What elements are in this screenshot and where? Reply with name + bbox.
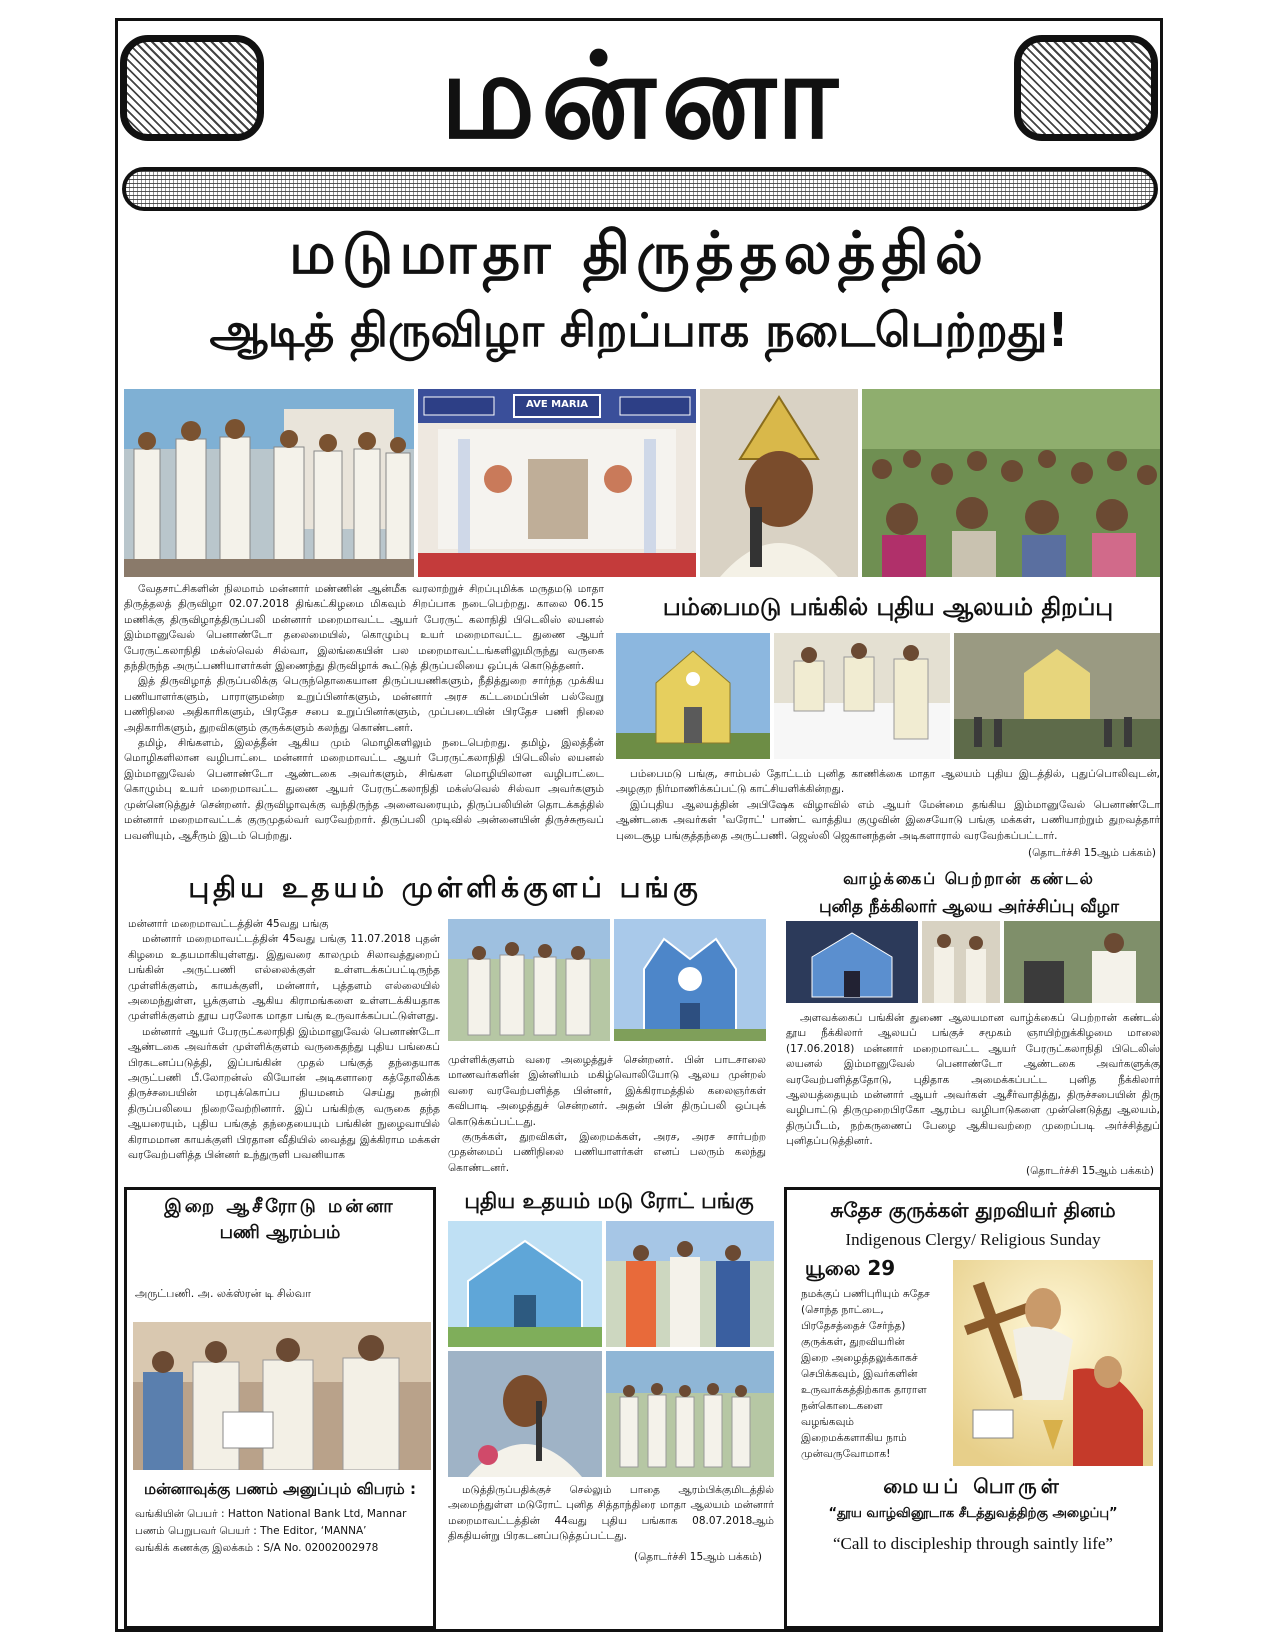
photo-manna-launch: [133, 1322, 431, 1470]
photo-madhu-road-priest: [448, 1351, 602, 1477]
clergy-box-title: சுதேச குருக்கள் துறவியர் தினம்: [830, 1198, 1116, 1222]
contact-line: அருட்பணி. அ. லக்ஸ்ரன் டி சில்வா: [135, 1287, 312, 1300]
pambaimadu-paragraph: பம்பைமடு பங்கு, சாம்பல் தோட்டம் புனித காணிக்கை மாதா ஆலயம் புதிய இடத்தில், புதுப்பொலிவுடன், அழகுற நிர்மாணிக்கப்பட்டு காட்சியளிக்கின்றது.: [616, 768, 1160, 796]
photo-mullikulam-blue-church: [614, 919, 766, 1041]
pambaimadu-paragraph: இப்புதிய ஆலயத்தின் அபிஷேக விழாவில் எம் ஆயர் மேன்மை தங்கிய இம்மானுவேல் பெனாண்டோ ஆண்டகை அவர்கள் 'வரோட்' பாண்ட் வாத்திய குழுவின் இசையோடு பங்கு மக்கள், பணியாற்றும் துறவத்தார் புடைசூழ பங்குத்தந்தை அருட்பணி. ஜெஸ்லி ஜெகானந்தன் அடிகளாரால் வரவேற்கப்பட்டார்.: [616, 798, 1160, 842]
clergy-box-date: யூலை 29: [805, 1256, 896, 1280]
lead-headline-line1: மடுமாதா திருத்தலத்தில்: [288, 219, 990, 287]
mullikulam-headline: புதிய உதயம் முள்ளிக்குளப் பங்கு: [188, 871, 702, 904]
photo-bishop-speaking: [700, 389, 858, 577]
payment-line: பணம் பெறுபவர் பெயர் : The Editor, ‘MANNA’: [135, 1525, 367, 1537]
mullikulam-col1: [128, 917, 440, 1197]
vazhkai-article-body: [786, 1011, 1160, 1159]
photo-new-church-yellow: [616, 633, 770, 759]
right-ear-panel: [1014, 35, 1158, 141]
theme-tamil: “தூய வாழ்வினூடாக சீடத்துவத்திற்கு அழைப்பு”: [828, 1506, 1118, 1521]
lead-paragraph: தமிழ், சிங்களம், இலத்தீன் ஆகிய மும் மொழிகளிலும் நடைபெற்றது. தமிழ், இலத்தீன் மொழிகளிலான வழிபாட்டை மன்னார் மறைமாவட்ட ஆயர் பேரருட்கலாநிதி பிடெலிஸ் லயனல் இம்மானுவேல் பெனாண்டோ ஆண்டகை அவர்களும், சிங்கள மொழியிலான வழிபாட்டை கொழும்பு உயர் மறைமாவட்ட துணை ஆயர் பேரருட்கலாநிதி மக்ஸ்வெல் சில்வா அவர்களும் முன்னெடுத்துச் சென்றனர். திருவிழாவுக்கு வந்திருந்த அனைவரையும், திருப்பலியின் தொடக்கத்தில் மன்னார் மறைமாவட்டக் குருமுதல்வர் வரவேற்றார். திருப்பலி முடிவில் அன்னையின் திருச்சுரூவப் பவனியும், ஆசீரும் இடம் பெற்றது.: [124, 737, 604, 842]
manna-box-title-line1: இறை ஆசீரோடு மன்னா: [164, 1196, 396, 1217]
mullikulam-paragraph: மன்னார் ஆயர் பேரருட்கலாநிதி இம்மானுவேல் பெனாண்டோ ஆண்டகை அவர்கள் முள்ளிக்குளம் வருகைதந்து புதிய பங்கைப் பிரகடனப்படுத்தி, இப்பங்கின் முதல் பங்குத் தந்தையாக அருட்பணி பீ.லோறன்ஸ் லியோன் அடிகளாரை கத்தோலிக்க திருச்சபையின் மரபுக்கொப்ப நியமனம் செய்து நன்றி திருப்பலியை நிறைவேற்றினார். இப் பங்கிற்கு வருகை தந்த ஆயரையும், புதிய பங்குத் தந்தையையும் பங்கின் நுழைவாயில் கிராமமான காயக்குளி பிரதான வீதியில் வைத்து இக்கிராம மக்கள் வரவேற்பளித்த பின்னர் உந்துருளி பவனியாக: [128, 1025, 440, 1162]
vazhkai-continued: (தொடர்ச்சி 15ஆம் பக்கம்): [1026, 1165, 1155, 1177]
photo-church-crowd-night: [954, 633, 1160, 759]
clergy-box-title-en: Indigenous Clergy/ Religious Sunday: [845, 1230, 1101, 1249]
mullikulam-paragraph: முள்ளிக்குளம் வரை அழைத்துச் சென்றனர். பின் பாடசாலை மாணவர்களின் இன்னியம் மகிழ்வொலியோடு ஆலய முன்றல் வரை வரவேற்பளித்த பின்னர், இக்கிராமத்தில் கலைஞர்கள் கவிபாடி அழைத்துச் சென்றனர். அதன் பின் திருப்பலி ஒப்புக் கொடுக்கப்பட்டது.: [448, 1054, 766, 1128]
mullikulam-paragraph: குருக்கள், துறவிகள், இறைமக்கள், அரச, அரச சார்பற்ற முதன்மைப் பணிநிலை பணியாளர்கள் எனப் பலரும் கலந்து கொண்டனர்.: [448, 1131, 766, 1174]
clergy-text-line: நன்கொடைகளை: [801, 1400, 883, 1412]
payment-line: வங்கிக் கணக்கு இலக்கம் : S/A No. 02002002978: [135, 1542, 379, 1554]
photo-madhu-road-church: [448, 1221, 602, 1347]
clergy-box-text: [801, 1286, 951, 1462]
lead-headline-line2: ஆடித் திருவிழா சிறப்பாக நடைபெற்றது!: [209, 303, 1069, 357]
photo-ave-maria-shrine: [418, 389, 696, 577]
masthead-band: [122, 167, 1158, 211]
photo-jesus-cross-priest-illustration: [953, 1260, 1153, 1466]
manna-info-box: [124, 1187, 436, 1629]
clergy-text-line: வழங்கவும்: [801, 1416, 854, 1428]
vazhkai-headline-line1: வாழ்க்கைப் பெற்றான் கண்டல்: [843, 869, 1095, 888]
photo-mullikulam-procession: [448, 919, 610, 1041]
clergy-text-line: குருக்கள், துறவியரின்: [801, 1336, 905, 1348]
masthead-title: மன்னா: [440, 27, 844, 165]
madhu-road-continued: (தொடர்ச்சி 15ஆம் பக்கம்): [634, 1551, 763, 1563]
clergy-text-line: முன்வருவோமாக!: [801, 1448, 891, 1460]
mullikulam-paragraph: மன்னார் மறைமாவட்டத்தின் 45வது பங்கு 11.07.2018 புதன் கிழமை உதயமாகியுள்ளது. இதுவரை காலமும் சிலாவத்துறைப் பங்கின் அருட்பணி எல்லைக்குள் உள்ளடக்கப்பட்டிருந்த முள்ளிக்குளம், காயக்குளி, மன்னார், புத்தளம் எல்லையில் அமைந்துள்ள, பூக்குளம் ஆகிய கிராமங்களை உள்ளடக்கியதாக முள்ளிக்குளம் தூய பரலோக மாதா பங்கு உருவாக்கப்பட்டுள்ளது.: [128, 933, 440, 1023]
clergy-text-line: நமக்குப் பணிபுரியும் சுதேச: [801, 1288, 930, 1300]
pambaimadu-headline: பம்பைமடு பங்கில் புதிய ஆலயம் திறப்பு: [662, 593, 1114, 621]
photo-priests-procession: [124, 389, 414, 577]
vazhkai-headline-line2: புனித நீக்கிலார் ஆலய அர்ச்சிப்பு வீழா: [818, 897, 1120, 917]
madhu-road-paragraph: மடுத்திருப்பதிக்குச் செல்லும் பாதை ஆரம்பிக்குமிடத்தில் அமைந்துள்ள மடுரோட் புனித சித்தாந்திரை மாதா ஆலயம் மன்னார் மறைமாவட்டத்தின் 44வது புதிய பங்காக 08.07.2018ஆம் திகதியன்று பிரகடனப்படுத்தப்பட்டது.: [448, 1484, 774, 1543]
photo-vazhkai-clergy: [922, 921, 1000, 1003]
clergy-sunday-box: [784, 1187, 1162, 1629]
left-ear-panel: [120, 35, 264, 141]
ave-maria-banner: AVE MARIA: [526, 399, 588, 410]
photo-vazhkai-church-lit: [786, 921, 918, 1003]
lead-paragraph: இத் திருவிழாத் திருப்பலிக்கு பெருந்தொகையான திருப்பயணிகளும், நீதித்துறை சார்ந்த முக்கிய பணியாளர்களும், பாராளுமன்ற உறுப்பினர்களும், மன்னார் அரச கட்டமைப்பின் பல்வேறு பணிநிலை அதிகாரிகளும், பிரதேச சபை உறுப்பினர்களும், முப்படையின் பிரதேச பணி நிலை அதிகாரிகளும், துறவிகளும் குருக்களும் கலந்து கொண்டனர்.: [124, 675, 604, 734]
vazhkai-paragraph: அளவக்கைப் பங்கின் துணை ஆலயமான வாழ்க்கைப் பெற்றான் கண்டல் தூய நீக்கிலார் ஆலயப் பங்குச் சமூகம் ஞாயிற்றுக்கிழமை மாலை (17.06.2018) மன்னார் மறைமாவட்ட ஆயர் பேரருட்கலாநிதி பிடெலிஸ் லயனல் இம்மானுவேல் பெனாண்டோ ஆண்டகை அவர்களுக்கு வரவேற்பளித்ததோடு, புதிதாக அமைக்கப்பட்ட புனித நீக்கிலார் ஆலயத்தையும் மன்னார் ஆயர் அவர்கள் ஆசீர்வாதித்து, திருச்சபையின் திரு வழிபாட்டு திருமுறைபிரகோ ஆரம்ப வழிபாடுகளை முன்னெடுத்து ஆலயம், திருப்பீடம், நற்கருணைப் பேழை ஆகியவற்றை முறைப்படி அர்ச்சித்துப் புனிதப்படுத்தினர்.: [786, 1012, 1160, 1148]
manna-box-title-line2: பணி ஆரம்பம்: [219, 1222, 341, 1243]
madhu-road-headline: புதிய உதயம் மடு ரோட் பங்கு: [464, 1189, 754, 1213]
photo-vazhkai-bishop-altar: [1004, 921, 1160, 1003]
clergy-text-line: உருவாக்கத்திற்காக தாராள: [801, 1384, 927, 1396]
clergy-text-line: இறை அழைத்தலுக்காகச்: [801, 1352, 918, 1364]
mullikulam-subhead: மன்னார் மறைமாவட்டத்தின் 45வது பங்கு: [128, 918, 329, 930]
theme-heading: மையப் பொருள்: [883, 1474, 1063, 1498]
lead-article-body: [124, 582, 604, 860]
madhu-road-article-body: [448, 1483, 774, 1547]
clergy-text-line: இறைமக்களாகிய நாம்: [801, 1432, 907, 1444]
clergy-text-line: செபிக்கவும், இவர்களின்: [801, 1368, 918, 1380]
photo-madhu-road-procession: [606, 1351, 774, 1477]
pambaimadu-continued: (தொடர்ச்சி 15ஆம் பக்கம்): [1028, 847, 1157, 859]
lead-paragraph: வேதசாட்சிகளின் நிலமாம் மன்னார் மண்ணின் ஆன்மீக வரலாற்றுச் சிறப்புமிக்க மருதமடு மாதா திருத்தலத் திருவிழா 02.07.2018 திங்கட்கிழமை மிகவும் சிறப்பாக நடைபெற்றது. காலை 06.15 மணிக்கு திருவிழாத்திருப்பலி மன்னார் மறைமாவட்ட ஆயர் பேரருட் கலாநிதி பிடெலிஸ் லயனல் இம்மானுவேல் பெனாண்டோ தலைமையில், கொழும்பு உயர் மறைமாவட்ட துணை ஆயர் பேரருட்கலாநிதி மக்ஸ்வெல் சில்வா, இலங்கையின் பல மறைமாவட்டங்களிலுமிருந்து வருகை தந்திருந்த அருட்பணியாளர்கள் இணைந்து திருவிழாக் கூட்டுத் திருப்பலியை ஒப்புக் கொடுத்தனர்.: [124, 583, 604, 673]
newspaper-page: [115, 18, 1163, 1632]
photo-madhu-road-welcome: [606, 1221, 774, 1347]
payment-heading: மன்னாவுக்கு பணம் அனுப்பும் விபரம் :: [144, 1480, 416, 1498]
photo-pilgrims-crowd: [862, 389, 1160, 577]
clergy-text-line: (சொந்த நாட்டை,: [801, 1304, 884, 1316]
pambaimadu-article-body: [616, 767, 1160, 853]
theme-english: “Call to discipleship through saintly life”: [833, 1534, 1113, 1553]
clergy-text-line: பிரதேசத்தைச் சேர்ந்த): [801, 1320, 906, 1332]
photo-consecration-altar: [774, 633, 950, 759]
mullikulam-col2: [448, 1053, 766, 1189]
payment-line: வங்கியின் பெயர் : Hatton National Bank Ltd, Mannar: [135, 1508, 407, 1520]
payment-details: [135, 1506, 406, 1557]
